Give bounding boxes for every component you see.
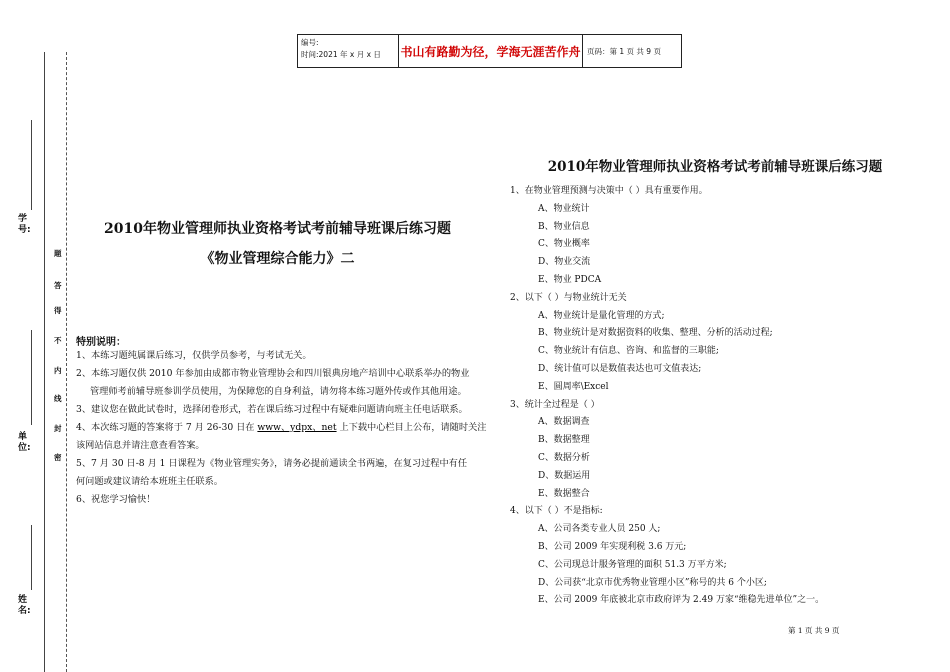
note-item-text: 4、本次练习题的答案将于 7 月 26-30 日在 (76, 422, 258, 433)
question: 3、统计全过程是（ ） (510, 399, 600, 410)
website-link[interactable]: www、ydpx、net (257, 422, 337, 433)
question-list (510, 183, 930, 610)
header-motto: 书山有路勤为径，学海无涯苦作舟 (399, 35, 583, 67)
note-item-cont: 何问题或建议请给本班班主任联系。 (76, 476, 223, 487)
seal-char: 密 (54, 453, 62, 462)
seal-char: 题 (54, 249, 62, 258)
student-id-label: 学号: (18, 214, 31, 235)
student-id-line (31, 120, 33, 210)
note-item: 3、建议您在做此试卷时，选择闭卷形式，若在课后练习过程中有疑难问题请向班主任电话联系。 (76, 404, 468, 415)
option: A、物业统计 (538, 203, 590, 214)
option: C、物业统计有信息、咨询、和监督的三职能; (538, 346, 719, 357)
seal-char: 得 (54, 306, 62, 315)
unit-line (31, 330, 33, 425)
option: E、公司 2009 年底被北京市政府评为 2.49 万家“维稳先进单位”之一。 (538, 595, 825, 606)
question: 4、以下（ ）不是指标: (510, 506, 603, 517)
header-page-label: 页码：第 1 页 共 9 页 (587, 46, 661, 56)
seal-char: 答 (54, 281, 62, 290)
note-item: 1、本练习题纯属课后练习，仅供学员参考，与考试无关。 (76, 350, 312, 361)
option: A、数据调查 (538, 417, 590, 428)
binding-line-inner (66, 52, 67, 672)
option: E、圆周率\Excel (538, 381, 609, 392)
question: 2、以下（ ）与物业统计无关 (510, 292, 627, 303)
option: A、物业统计是量化管理的方式; (538, 310, 665, 321)
note-item: 2、本练习题仅供 2010 年参加由成都市物业管理协会和四川银典房地产培训中心联系举办的物业 (76, 368, 470, 379)
question: 1、在物业管理预测与决策中（ ）具有重要作用。 (510, 186, 708, 196)
option: B、公司 2009 年实现利税 3.6 万元; (538, 541, 687, 552)
note-item (76, 419, 496, 437)
time-label: 时间:2021 年 x 月 x 日 (301, 50, 381, 59)
name-line (31, 525, 33, 590)
seal-char: 不 (54, 336, 62, 345)
note-item-cont: 管理师考前辅导班参训学员使用，为保障您的自身利益，请勿将本练习题外传或作其他用途。 (90, 386, 467, 397)
notes-heading: 特别说明： (76, 337, 126, 348)
option: B、物业信息 (538, 221, 590, 232)
option: B、物业统计是对数据资料的收集、整理、分析的活动过程; (538, 328, 773, 339)
option: B、数据整理 (538, 435, 590, 446)
seal-char: 内 (54, 366, 62, 375)
footer-page-number: 第 1 页 共 9 页 (788, 626, 840, 635)
seal-char: 封 (54, 424, 62, 433)
option: C、公司现总计服务管理的面积 51.3 万平方米; (538, 559, 727, 570)
option: C、物业概率 (538, 239, 590, 250)
note-item: 6、祝您学习愉快！ (76, 494, 156, 505)
notes-list (76, 347, 496, 509)
option: D、物业交流 (538, 257, 591, 268)
seal-char: 线 (54, 394, 62, 403)
option: D、公司获“北京市优秀物业管理小区”称号的共 6 个小区; (538, 577, 767, 588)
header-meta (298, 35, 399, 67)
option: C、数据分析 (538, 452, 590, 463)
note-item-text: 上下载中心栏目上公布，请随时关注 (336, 422, 487, 433)
option: A、公司各类专业人员 250 人; (538, 524, 661, 535)
serial-label: 编号: (301, 38, 319, 47)
name-label: 姓名: (18, 595, 31, 616)
right-page-title: 2010年物业管理师执业资格考试考前辅导班课后练习题 (547, 159, 883, 175)
unit-label: 单位: (18, 432, 31, 453)
left-page-subtitle: 《物业管理综合能力》二 (200, 251, 355, 267)
option: D、统计值可以是数值表达也可文值表达; (538, 363, 702, 374)
option: E、数据整合 (538, 488, 590, 499)
left-page-title: 2010年物业管理师执业资格考试考前辅导班课后练习题 (104, 221, 451, 237)
binding-line-outer (44, 52, 45, 672)
note-item-cont: 该网站信息并请注意查看答案。 (76, 440, 205, 451)
header-box (297, 34, 682, 68)
option: E、物业 PDCA (538, 274, 602, 285)
option: D、数据运用 (538, 470, 591, 481)
note-item: 5、7 月 30 日-8 月 1 日课程为《物业管理实务》，请务必提前通读全书两遍，在复习过程中有任 (76, 458, 468, 469)
